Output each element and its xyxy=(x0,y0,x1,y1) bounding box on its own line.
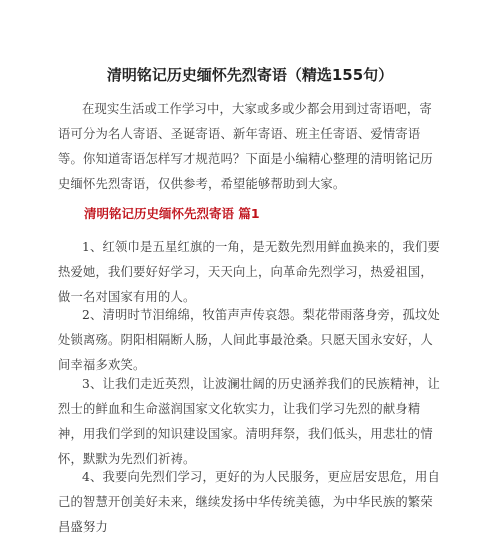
list-item: 2、清明时节泪绵绵，牧笛声声传哀怨。梨花带雨落身旁，孤坟处处锁离殇。阴阳相隔断人肠，人间此事最沧桑。只愿天国永安好，人间幸福多欢笑。 xyxy=(58,308,440,372)
page-title: 清明铭记历史缅怀先烈寄语（精选155句） xyxy=(106,66,394,84)
list-item: 3、让我们走近英烈，让波澜壮阔的历史涵养我们的民族精神，让烈士的鲜血和生命滋润国家文化软实力，让我们学习先烈的献身精神，用我们学到的知识建设国家。清明拜祭，我们低头，用悲壮的情怀，默默为先烈们祈祷。 xyxy=(58,377,440,466)
intro-paragraph: 在现实生活或工作学习中，大家或多或少都会用到过寄语吧，寄语可分为名人寄语、圣诞寄语、新年寄语、班主任寄语、爱情寄语等。你知道寄语怎样写才规范吗？下面是小编精心整理的清明铭记历史缅怀先烈寄语，仅供参考，希望能够帮助到大家。 xyxy=(58,102,433,191)
section-heading: 清明铭记历史缅怀先烈寄语 篇1 xyxy=(84,206,260,221)
list-item: 4、我要向先烈们学习，更好的为人民服务，更应居安思危，用自己的智慧开创美好未来，继续发扬中华传统美德，为中华民族的繁荣昌盛努力 xyxy=(58,470,440,534)
list-item: 1、红领巾是五星红旗的一角，是无数先烈用鲜血换来的，我们要热爱她，我们要好好学习，天天向上，向革命先烈学习，热爱祖国，做一名对国家有用的人。 xyxy=(58,240,440,304)
